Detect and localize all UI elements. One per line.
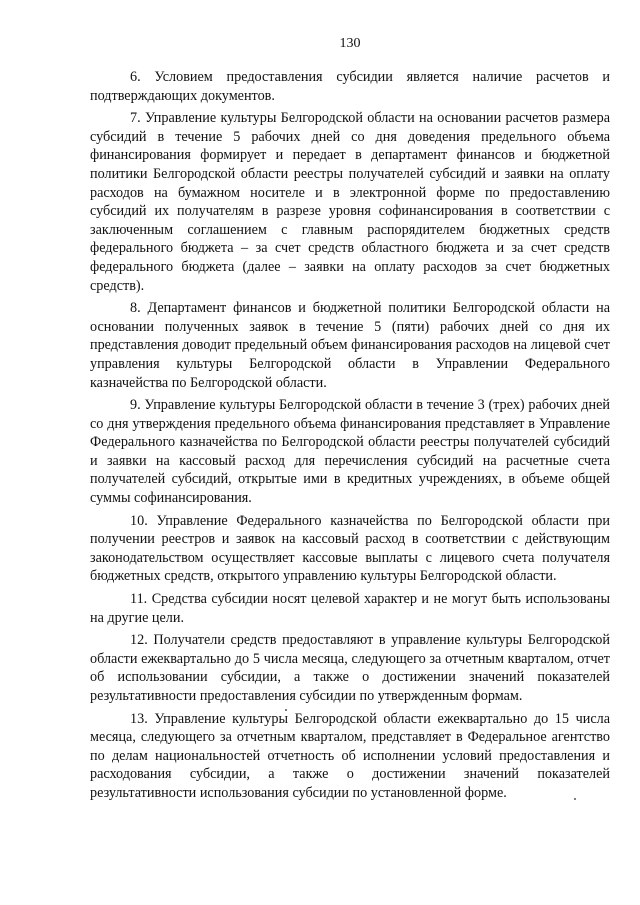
paragraph-7: 7. Управление культуры Белгородской области на основании расчетов размера субсидий в течение 5 рабочих дней со дня доведения предельного объема финансирования формирует и передает в департамент финансов и бюджетной политики Белгородской области реестры получателей субсидий и заявки на оплату расходов на бумажном носителе и в электронной форме по предоставлению субсидий их получателям в разрезе уровня софинансирования в соответствии с заключенным соглашением с главным распорядителем бюджетных средств федерального бюджета – за счет средств областного бюджета и за счет средств федерального бюджета (далее – заявки на оплату расходов за счет бюджетных средств). <box>90 110 610 294</box>
paragraph-10: 10. Управление Федерального казначейства по Белгородской области при получении реестров и заявок на кассовый расход в соответствии с действующим законодательством осуществляет кассовые выплаты с лицевого счета получателя бюджетных средств, открытого управлению культуры Белгородской области. <box>90 512 610 585</box>
scan-speck <box>574 798 576 800</box>
document-page <box>90 34 610 807</box>
page-number: 130 <box>339 36 361 51</box>
paragraph-13: 13. Управление культуры Белгородской области ежеквартально до 15 числа месяца, следующего за отчетным кварталом, представляет в Федеральное агентство по делам национальностей отчетность об исполнении условий предоставления и расходования субсидии, а также о достижении значений показателей результативности использования субсидии по установленной форме. <box>90 710 610 801</box>
paragraph-12: 12. Получатели средств предоставляют в управление культуры Белгородской области ежеквартально до 5 числа месяца, следующего за отчетным кварталом, отчет об использовании субсидии, а также о достижении значений показателей результативности предоставления субсидии по утвержденным формам. <box>90 632 610 704</box>
paragraph-6: 6. Условием предоставления субсидии является наличие расчетов и подтверждающих документов. <box>90 69 610 104</box>
paragraph-9: 9. Управление культуры Белгородской области в течение 3 (трех) рабочих дней со дня утверждения предельного объема финансирования представляет в Управление Федерального казначейства по Белгородской области реестры получателей субсидий и заявки на кассовый расход для перечисления субсидий на расчетные счета получателей субсидий, открытые ими в кредитных учреждениях, в объеме общей суммы софинансирования. <box>90 397 610 507</box>
paragraph-8: 8. Департамент финансов и бюджетной политики Белгородской области на основании полученных заявок в течение 5 (пяти) рабочих дней со дня их представления доводит предельный объем финансирования расходов на лицевой счет управления культуры Белгородской области в Управлении Федерального казначейства по Белгородской области. <box>90 300 610 391</box>
paragraph-11: 11. Средства субсидии носят целевой характер и не могут быть использованы на другие цели. <box>90 591 610 626</box>
scan-speck <box>285 709 287 711</box>
